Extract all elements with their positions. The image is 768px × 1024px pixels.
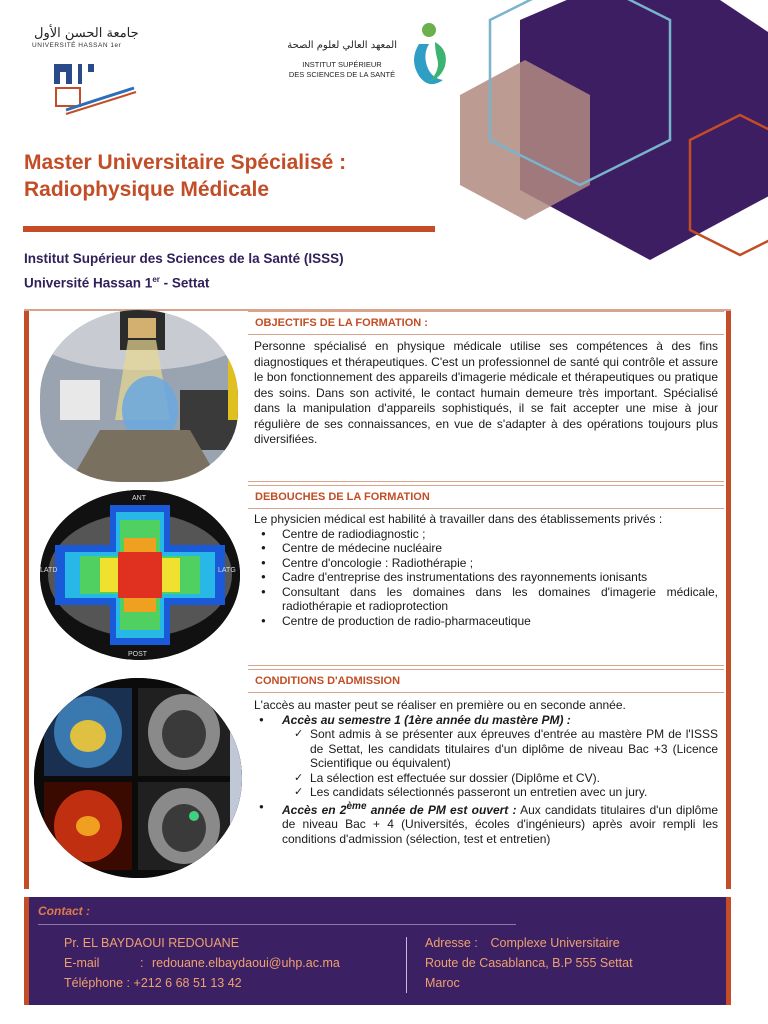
debouches-heading-bar: [248, 485, 724, 509]
university-name-ar: جامعة الحسن الأول: [34, 26, 139, 41]
contact-email-row: [64, 953, 340, 973]
conditions-intro: L'accès au master peut se réaliser en première ou en seconde année.: [254, 698, 626, 712]
institute-name-ar: المعهد العالي لعلوم الصحة: [287, 40, 397, 51]
institution-line2-suffix: - Settat: [159, 275, 210, 291]
list-item: ● Centre d'oncologie : Radiothérapie ;: [248, 556, 724, 571]
radiotherapy-machine-image: [40, 310, 238, 482]
institution-line2-sup: er: [152, 275, 160, 284]
contact-phone-row: [64, 973, 340, 993]
acces2-title-suffix: année de PM est ouvert :: [366, 802, 517, 817]
institution-block: [24, 248, 344, 294]
dose-label-latg: LATG: [218, 567, 236, 574]
list-item: ● Centre de radiodiagnostic ;: [248, 527, 724, 542]
list-item: ● Centre de médecine nucléaire: [248, 541, 724, 556]
debouches-intro: Le physicien médical est habilité à travailler dans des établissements privés :: [254, 512, 663, 526]
acces2-text: Aux candidats titulaires d'un diplôme de niveau Bac + 4 (Universités, écoles d'ingénieurs) après avoir rempli les conditions d'admission (sélection, test et entretien): [282, 802, 719, 846]
list-item: ● Centre de production de radio-pharmaceutique: [248, 614, 724, 629]
email-label: E-mail: [64, 956, 100, 970]
contact-details: [64, 933, 340, 993]
address-line2: Route de Casablanca, B.P 555 Settat: [425, 956, 633, 970]
contact-rule: [38, 924, 516, 925]
acces2-title-sup: ème: [346, 800, 367, 812]
acces1-title: Accès au semestre 1 (1ère année du mastère PM) :: [282, 712, 571, 727]
contact-address: [425, 933, 633, 993]
title-line2: Radiophysique Médicale: [24, 178, 270, 201]
objectifs-section: [248, 339, 724, 448]
list-item: ● Cadre d'entreprise des instrumentations des rayonnements ionisants: [248, 570, 724, 585]
institute-name-fr-line2: DES SCIENCES DE LA SANTÉ: [288, 70, 396, 79]
debouches-heading: DEBOUCHES DE LA FORMATION: [255, 491, 430, 503]
institution-line2: [24, 269, 344, 294]
dose-label-ant: ANT: [132, 495, 146, 502]
debouches-list: [248, 527, 724, 629]
taupe-hexagon: [460, 60, 590, 220]
institute-logo: [287, 20, 455, 95]
institution-line2-prefix: Université Hassan 1: [24, 275, 153, 291]
institution-line1: Institut Supérieur des Sciences de la Santé (ISSS): [24, 251, 344, 266]
institute-emblem-icon: [405, 20, 455, 95]
dose-distribution-image: [40, 490, 240, 660]
phone-label: Téléphone :: [64, 976, 131, 990]
acces-2eme-annee: [248, 800, 724, 847]
objectifs-bottom-rule: [248, 481, 724, 482]
contact-separator: [406, 937, 407, 993]
debouches-bottom-rule: [248, 665, 724, 666]
email-separator: :: [140, 956, 144, 970]
dose-label-latd: LATD: [40, 567, 58, 574]
address-label: Adresse :: [425, 936, 478, 950]
phone-value[interactable]: +212 6 68 51 13 42: [133, 976, 242, 990]
orange-hexagon-outline: [690, 115, 768, 255]
institute-name-fr: [287, 60, 397, 80]
acces2-title-prefix: Accès en 2: [282, 802, 347, 817]
list-item: ● Consultant dans les domaines dans les domaines d'imagerie médicale, radiothérapie et radioprotection: [248, 585, 724, 614]
title-rule: [23, 226, 435, 232]
contact-name: Pr. EL BAYDAOUI REDOUANE: [64, 936, 240, 950]
objectifs-heading: OBJECTIFS DE LA FORMATION :: [255, 317, 428, 329]
university-emblem-icon: [26, 22, 146, 122]
acces-semestre-1: [248, 713, 724, 728]
address-line1-row: [425, 933, 633, 953]
conditions-section: [248, 698, 724, 846]
address-line3: Maroc: [425, 976, 460, 990]
ct-pet-scans-image: [34, 678, 242, 878]
debouches-section: [248, 512, 724, 628]
blue-hexagon-outline: [490, 0, 670, 185]
list-item: ✓ Les candidats sélectionnés passeront un entretien avec un jury.: [294, 785, 718, 800]
page-title: [24, 149, 444, 203]
objectifs-text: Personne spécialisé en physique médicale utilise ses compétences à des fins diagnostiques et thérapeutiques. C'est un professionnel de santé qui contrôle et assure le bon fonctionnement des appareils d'imagerie médicale et thérapeutiques ou pratique des soins. Dans son activité, le contact humain demeure très important. Spécialisé dans la manipulation d'appareils sophistiqués, il se fait accepter une mise à jour régulière de ses connaissances, en vue de s'adapter à des opérations toujours plus diversifiées.: [254, 339, 718, 446]
address-line1: Complexe Universitaire: [490, 936, 620, 950]
university-logo: [26, 22, 146, 122]
objectifs-heading-bar: [248, 311, 724, 335]
contact-label: Contact :: [38, 904, 90, 918]
list-item: ✓ La sélection est effectuée sur dossier (Diplôme et CV).: [294, 771, 718, 786]
title-line1: Master Universitaire Spécialisé :: [24, 151, 347, 174]
institute-name-fr-line1: INSTITUT SUPÉRIEUR: [302, 60, 382, 69]
acces1-checklist: [248, 727, 724, 800]
purple-hexagon: [520, 0, 768, 260]
dose-label-post: POST: [128, 651, 148, 658]
list-item: ✓ Sont admis à se présenter aux épreuves d'entrée au mastère PM de l'ISSS de Settat, les candidats titulaires d'un diplôme de niveau Bac +3 (Licence Scientifique ou équivalent): [294, 727, 718, 771]
conditions-heading: CONDITIONS D'ADMISSION: [255, 675, 401, 687]
conditions-heading-bar: [248, 669, 724, 693]
email-link[interactable]: redouane.elbaydaoui@uhp.ac.ma: [152, 956, 340, 970]
contact-footer: [24, 897, 731, 1005]
university-name-fr: UNIVERSITÉ HASSAN 1er: [32, 42, 122, 49]
